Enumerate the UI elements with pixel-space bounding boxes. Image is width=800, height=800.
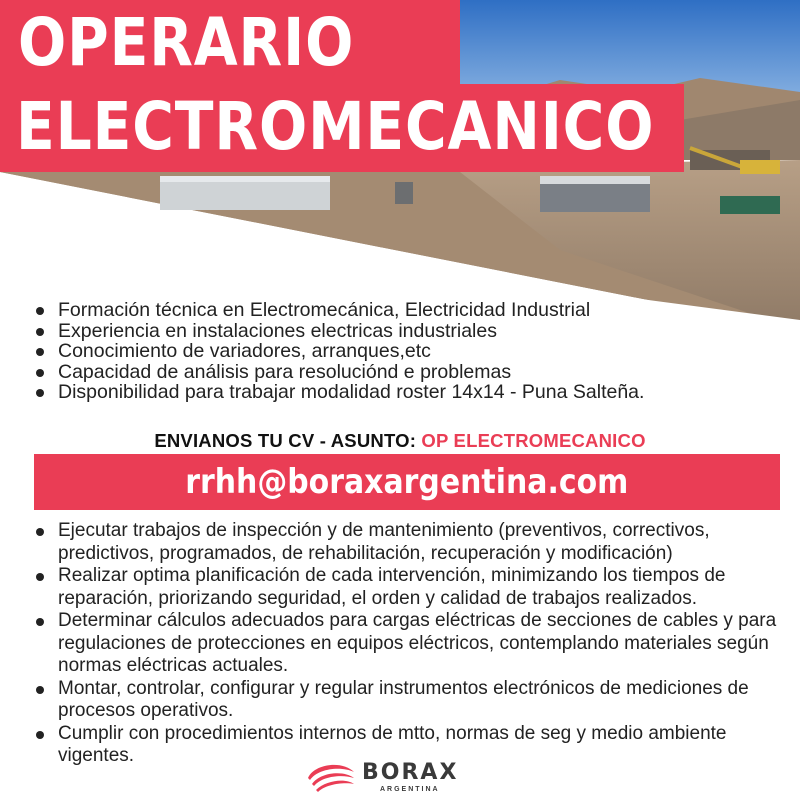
list-item: Cumplir con procedimientos internos de mtto, normas de seg y medio ambiente vigentes.	[34, 723, 794, 768]
list-item: Disponibilidad para trabajar modalidad roster 14x14 - Puna Salteña.	[34, 382, 774, 403]
logo-wordmark: BORAX	[362, 760, 459, 785]
cta-subject: OP ELECTROMECANICO	[421, 430, 646, 451]
title-line-1-text: OPERARIO	[18, 4, 355, 81]
title-line-2	[0, 84, 684, 172]
borax-swoosh-icon	[304, 756, 360, 796]
email-address[interactable]: rrhh@boraxargentina.com	[185, 462, 629, 502]
cta-heading	[0, 430, 800, 452]
title-line-2-text: ELECTROMECANICO	[16, 88, 655, 165]
list-item: Montar, controlar, configurar y regular instrumentos electrónicos de mediciones de procesos operativos.	[34, 678, 794, 723]
borax-logo	[304, 756, 464, 796]
requirements-list	[34, 300, 774, 403]
list-item: Realizar optima planificación de cada intervención, minimizando los tiempos de reparación, priorizando seguridad, el orden y calidad de trabajos realizados.	[34, 565, 794, 610]
list-item: Conocimiento de variadores, arranques,etc	[34, 341, 774, 362]
list-item: Ejecutar trabajos de inspección y de mantenimiento (preventivos, correctivos, predictivos, programados, de rehabilitación, recuperación y modificación)	[34, 520, 794, 565]
email-banner	[34, 454, 780, 510]
list-item: Capacidad de análisis para resoluciónd e problemas	[34, 362, 774, 383]
list-item: Formación técnica en Electromecánica, Electricidad Industrial	[34, 300, 774, 321]
list-item: Experiencia en instalaciones electricas industriales	[34, 321, 774, 342]
duties-list	[34, 520, 794, 768]
logo-subtitle: ARGENTINA	[380, 786, 440, 793]
list-item: Determinar cálculos adecuados para cargas eléctricas de secciones de cables y para regulaciones de protecciones en equipos eléctricos, contemplando materiales según normas eléctricas actuales.	[34, 610, 794, 678]
title-line-1	[0, 0, 460, 86]
cta-prefix: ENVIANOS TU CV - ASUNTO:	[154, 430, 422, 451]
